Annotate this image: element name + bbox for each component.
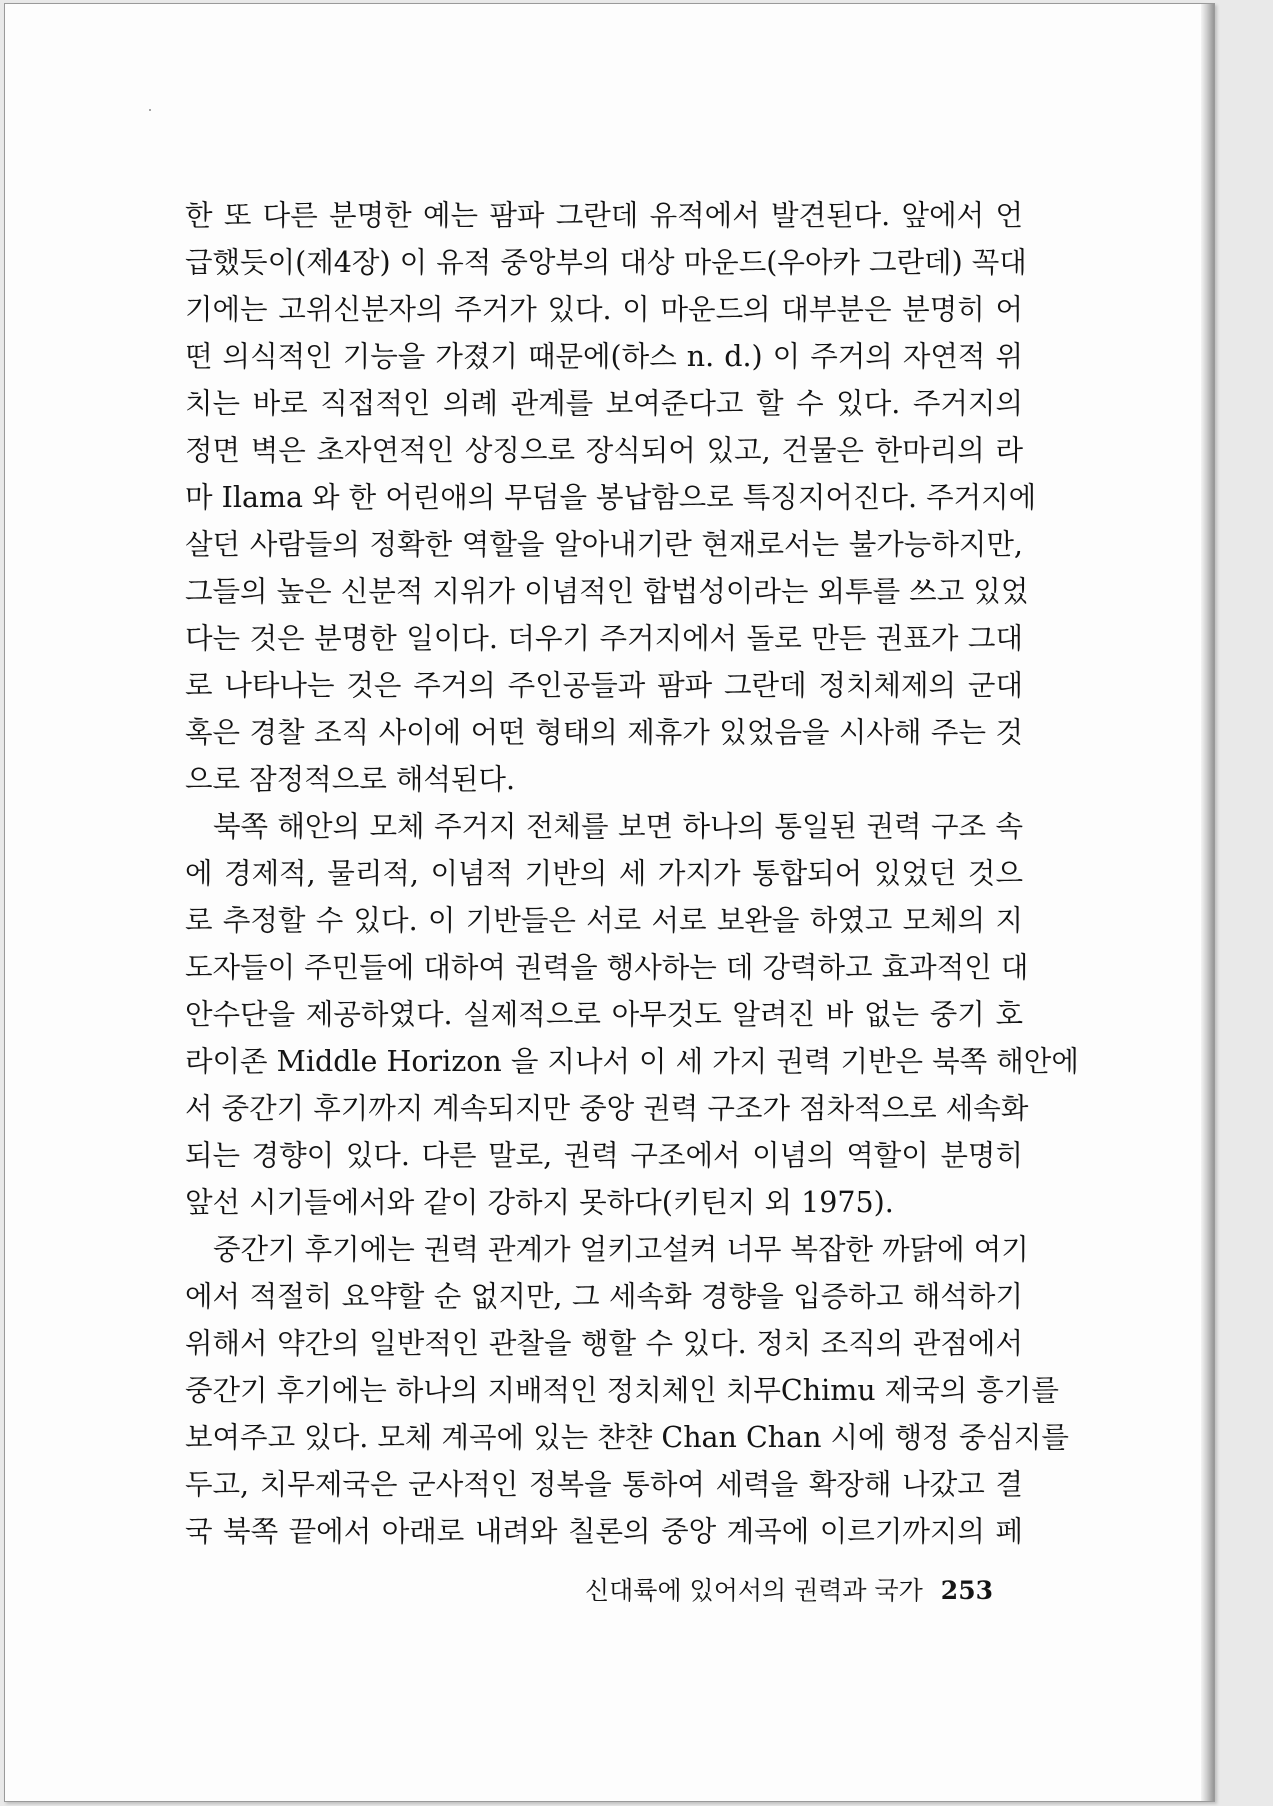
page-number: 253 <box>940 1576 993 1605</box>
text-line: 중간기 후기에는 권력 관계가 얼키고설켜 너무 복잡한 까닭에 여기 <box>213 1233 1029 1266</box>
paragraph-1 <box>185 192 1037 803</box>
text-line: 로 추정할 수 있다. 이 기반들은 서로 서로 보완을 하였고 모체의 지 <box>185 904 1023 937</box>
text-line: 한 또 다른 분명한 예는 팜파 그란데 유적에서 발견된다. 앞에서 언 <box>185 199 1023 232</box>
page-edge-shadow <box>1201 4 1215 1801</box>
text-line: 되는 경향이 있다. 다른 말로, 권력 구조에서 이념의 역할이 분명히 <box>185 1139 1023 1172</box>
text-line: 서 중간기 후기까지 계속되지만 중앙 권력 구조가 점차적으로 세속화 <box>185 1092 1029 1125</box>
text-line: 급했듯이(제4장) 이 유적 중앙부의 대상 마운드(우아카 그란데) 꼭대 <box>185 246 1027 279</box>
text-line: 다는 것은 분명한 일이다. 더우기 주거지에서 돌로 만든 권표가 그대 <box>185 622 1023 655</box>
text-line: 도자들이 주민들에 대하여 권력을 행사하는 데 강력하고 효과적인 대 <box>185 951 1029 984</box>
text-line: 살던 사람들의 정확한 역할을 알아내기란 현재로서는 불가능하지만, <box>185 528 1023 561</box>
text-line: 에 경제적, 물리적, 이념적 기반의 세 가지가 통합되어 있었던 것으 <box>185 857 1023 890</box>
text-line: 두고, 치무제국은 군사적인 정복을 통하여 세력을 확장해 나갔고 결 <box>185 1468 1023 1501</box>
running-title: 신대륙에 있어서의 권력과 국가 <box>585 1576 923 1605</box>
text-line: 위해서 약간의 일반적인 관찰을 행할 수 있다. 정치 조직의 관점에서 <box>185 1327 1023 1360</box>
text-line: 중간기 후기에는 하나의 지배적인 정치체인 치무Chimu 제국의 흥기를 <box>185 1374 1059 1407</box>
page-footer <box>585 1571 997 1607</box>
text-line: 떤 의식적인 기능을 가졌기 때문에(하스 n. d.) 이 주거의 자연적 위 <box>185 340 1023 373</box>
text-line: 국 북쪽 끝에서 아래로 내려와 칠론의 중앙 계곡에 이르기까지의 페 <box>185 1515 1023 1548</box>
text-line: 혹은 경찰 조직 사이에 어떤 형태의 제휴가 있었음을 시사해 주는 것 <box>185 716 1023 749</box>
text-line: 보여주고 있다. 모체 계곡에 있는 챤챤 Chan Chan 시에 행정 중심지를 <box>185 1421 1069 1454</box>
text-line: 앞선 시기들에서와 같이 강하지 못하다(키틴지 외 1975). <box>185 1186 894 1219</box>
body-text <box>185 192 1079 1555</box>
text-line: 라이존 Middle Horizon 을 지나서 이 세 가지 권력 기반은 북쪽 해안에 <box>185 1045 1079 1078</box>
text-line: 에서 적절히 요약할 순 없지만, 그 세속화 경향을 입증하고 해석하기 <box>185 1280 1023 1313</box>
text-line: 안수단을 제공하였다. 실제적으로 아무것도 알려진 바 없는 중기 호 <box>185 998 1023 1031</box>
text-line: 북쪽 해안의 모체 주거지 전체를 보면 하나의 통일된 권력 구조 속 <box>213 810 1023 843</box>
text-line: 정면 벽은 초자연적인 상징으로 장식되어 있고, 건물은 한마리의 라 <box>185 434 1023 467</box>
text-line: 마 Ilama 와 한 어린애의 무덤을 봉납함으로 특징지어진다. 주거지에 <box>185 481 1037 514</box>
book-page <box>4 3 1215 1802</box>
text-line: 으로 잠정적으로 해석된다. <box>185 763 516 796</box>
scan-speck <box>149 109 151 111</box>
paragraph-3 <box>185 1226 1069 1555</box>
text-line: 기에는 고위신분자의 주거가 있다. 이 마운드의 대부분은 분명히 어 <box>185 293 1023 326</box>
text-line: 로 나타나는 것은 주거의 주인공들과 팜파 그란데 정치체제의 군대 <box>185 669 1023 702</box>
text-line: 치는 바로 직접적인 의례 관계를 보여준다고 할 수 있다. 주거지의 <box>185 387 1023 420</box>
paragraph-2 <box>185 803 1079 1226</box>
text-line: 그들의 높은 신분적 지위가 이념적인 합법성이라는 외투를 쓰고 있었 <box>185 575 1029 608</box>
